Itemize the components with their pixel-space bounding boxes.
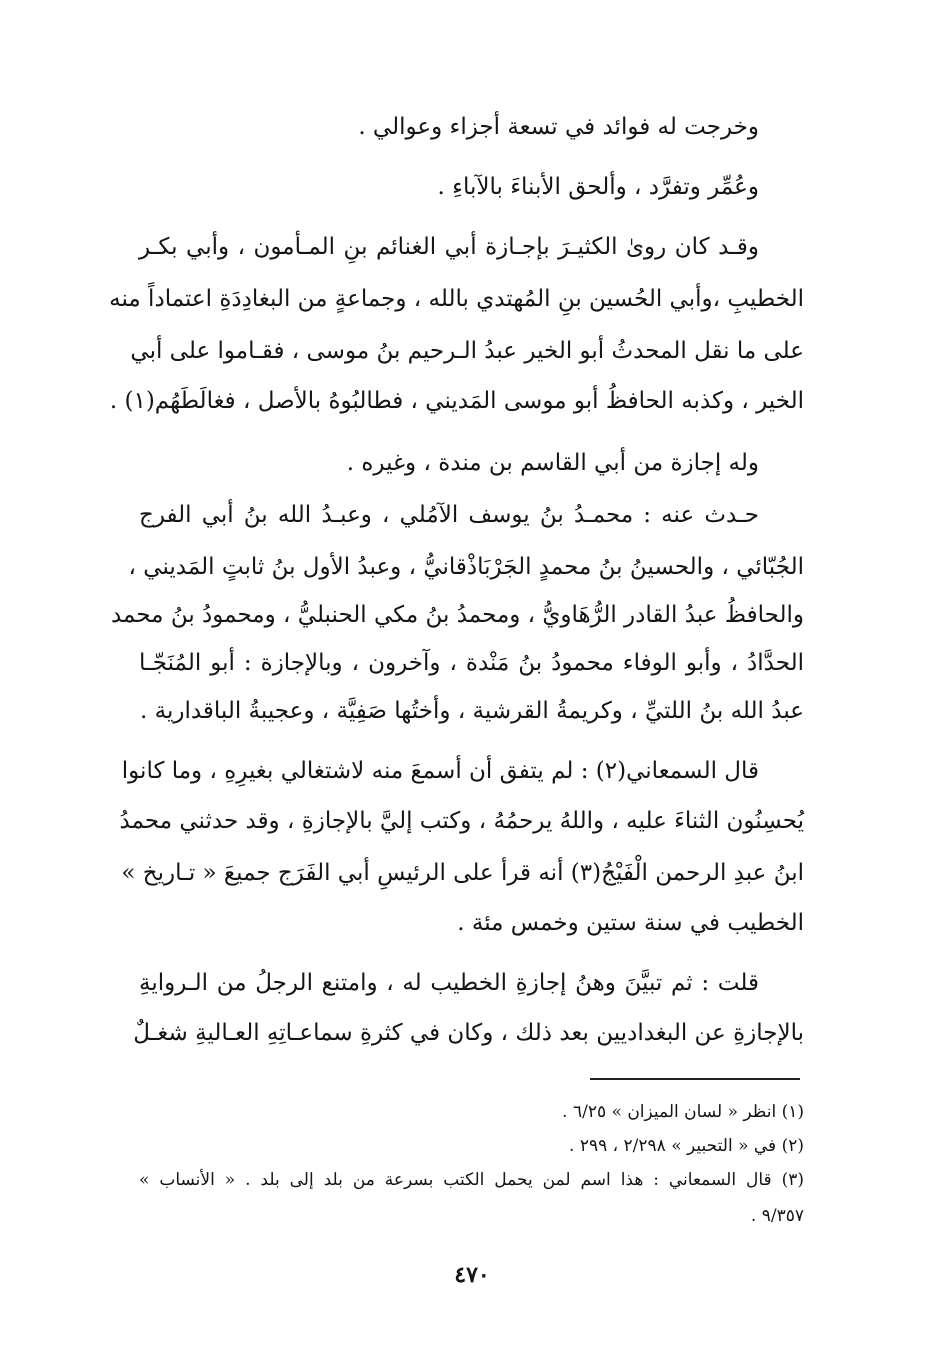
paragraph-line: الخطيب في سنة ستين وخمس مئة . <box>457 910 804 936</box>
paragraph-line: وقـد كان روىٰ الكثيـرَ بإجـازة أبي الغنائم بنِ المـأمون ، وأبي بكـر <box>139 234 759 260</box>
footnote-divider <box>590 1078 800 1080</box>
footnote: (٢) في « التحبير » ٢/٢٩٨ ، ٢٩٩ . <box>569 1136 804 1156</box>
paragraph-line: يُحسِنُون الثناءَ عليه ، واللهُ يرحمُهُ ، وكتب إليَّ بالإجازةِ ، وقد حدثني محمدُ <box>119 808 804 834</box>
paragraph-line: عبدُ الله بنُ اللتيِّ ، وكريمةُ القرشية ، وأختُها صَفِيَّة ، وعجيبةُ الباقدارية . <box>139 698 804 724</box>
paragraph-line: قلت : ثم تبيَّنَ وهنُ إجازةِ الخطيب له ، وامتنع الرجلُ من الـروايةِ <box>139 970 759 996</box>
paragraph-line: الجُبّائي ، والحسينُ بنُ محمدٍ الجَرْبَاذْقانيُّ ، وعبدُ الأول بنُ ثابتٍ المَديني ، <box>128 554 804 580</box>
paragraph-line: وله إجازة من أبي القاسم بن مندة ، وغيره . <box>346 450 759 476</box>
paragraph-line: الحدَّادُ ، وأبو الوفاء محمودُ بنُ مَنْدة ، وآخرون ، وبالإجازة : أبو المُنَجّـا <box>139 650 804 676</box>
paragraph-line: حـدث عنه : محمـدُ بنُ يوسف الآمُلي ، وعبـدُ الله بنُ أبي الفرج <box>139 502 759 528</box>
paragraph-line: وخرجت له فوائد في تسعة أجزاء وعوالي . <box>358 114 759 140</box>
footnote: ٩/٣٥٧ . <box>750 1206 804 1226</box>
paragraph-line: الخطيبِ ،وأبي الحُسين بنِ المُهتدي بالله ، وجماعةٍ من البغادِدَةِ اعتماداً منه <box>109 286 804 312</box>
footnote: (٣) قال السمعاني : هذا اسم لمن يحمل الكتب بسرعة من بلد إلى بلد . « الأنساب » <box>139 1170 804 1190</box>
paragraph-line: بالإجازةِ عن البغداديين بعد ذلك ، وكان في كثرةِ سماعـاتِهِ العـاليةِ شغـلٌ <box>133 1020 804 1046</box>
footnote: (١) انظر « لسان الميزان » ٦/٢٥ . <box>562 1102 804 1122</box>
paragraph-line: ابنُ عبدِ الرحمن الْفَيْجُ(٣) أنه قرأ على الرئيسِ أبي الفَرَج جميعَ « تـاريخ » <box>121 860 804 886</box>
paragraph-line: وعُمِّر وتفرَّد ، وألحق الأبناءَ بالآباءِ . <box>437 174 759 200</box>
paragraph-line: قال السمعاني(٢) : لم يتفق أن أسمعَ منه لاشتغالي بغيرِهِ ، وما كانوا <box>121 758 759 784</box>
page-number: ٤٧٠ <box>454 1262 490 1288</box>
paragraph-line: والحافظُ عبدُ القادر الرُّهَاويُّ ، ومحمدُ بنُ مكي الحنبليُّ ، ومحمودُ بنُ محمد <box>110 602 804 628</box>
paragraph-line: على ما نقل المحدثُ أبو الخير عبدُ الـرحيم بنُ موسى ، فقـاموا على أبي <box>130 338 804 364</box>
paragraph-line: الخير ، وكذبه الحافظُ أبو موسى المَديني ، فطالبُوهُ بالأصل ، فغالَطَهُم(١) . <box>109 388 804 414</box>
